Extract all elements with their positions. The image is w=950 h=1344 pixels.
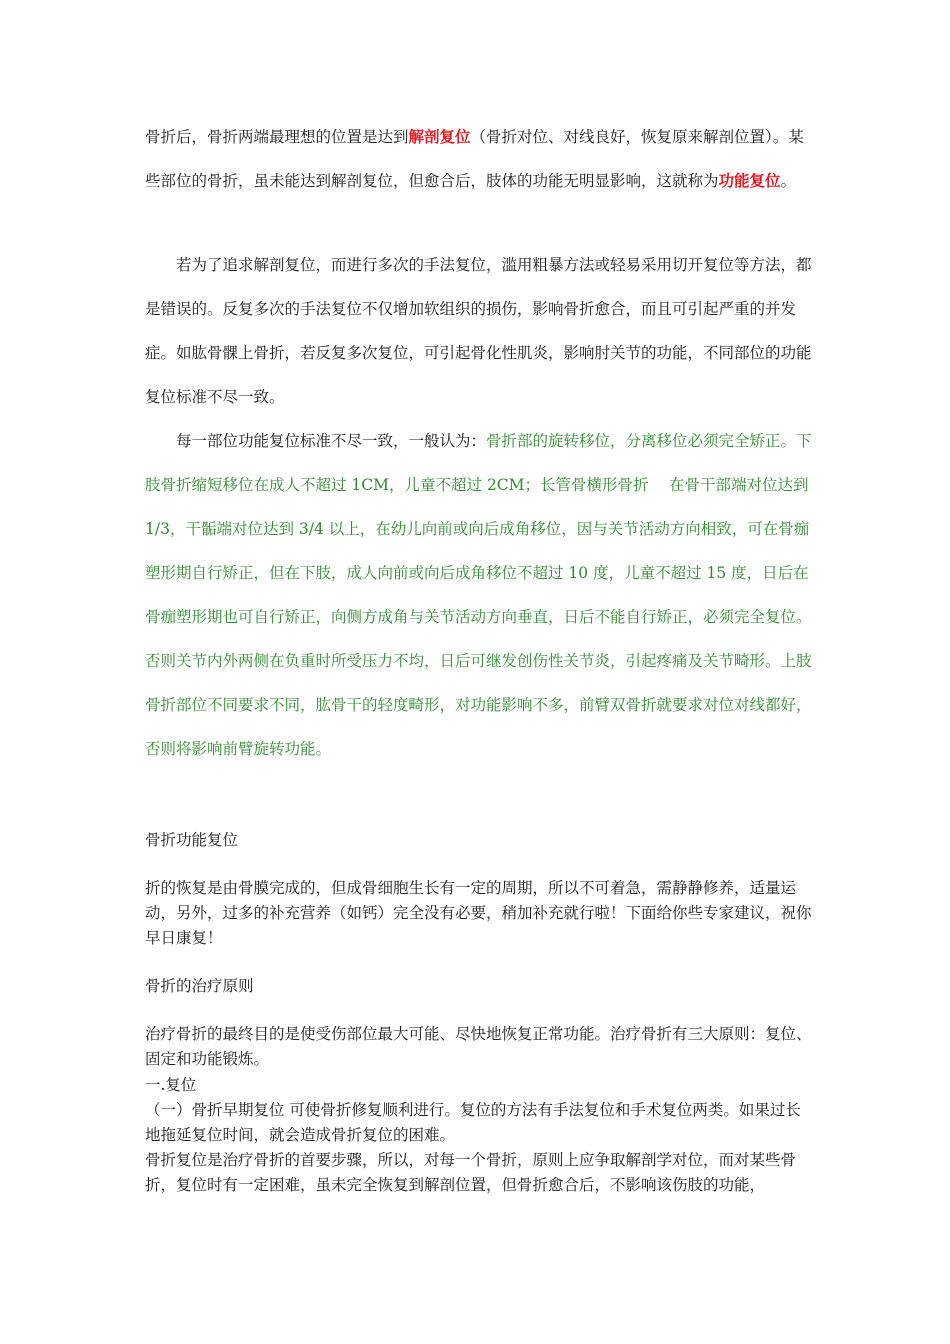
paragraph-treatment-goal: 治疗骨折的最终目的是使受伤部位最大可能、尽快地恢复正常功能。治疗骨折有三大原则：复位、固定和功能锻炼。 bbox=[145, 1025, 812, 1068]
paragraph-repeated-reduction: 若为了追求解剖复位，而进行多次的手法复位，滥用粗暴方法或轻易采用切开复位等方法，都是错误的。反复多次的手法复位不仅增加软组织的损伤，影响骨折愈合，而且可引起严重的并发症。如肱骨髁上骨折，若反复多次复位，可引起骨化性肌炎，影响肘关节的功能，不同部位的功能复位标准不尽一致。 bbox=[145, 256, 812, 406]
list-item-reduction: 一.复位 bbox=[145, 1076, 197, 1094]
paragraph-recovery-advice: 折的恢复是由骨膜完成的，但成骨细胞生长有一定的周期，所以不可着急，需静静修养，适量运动，另外，过多的补充营养（如钙）完全没有必要，稍加补充就行啦！下面给你些专家建议，祝你早日康复！ bbox=[145, 879, 812, 947]
heading-functional-reduction: 骨折功能复位 bbox=[145, 831, 239, 849]
paragraph-reduction-standards: 每一部位功能复位标准不尽一致，一般认为：骨折部的旋转移位，分离移位必须完全矫正。下肢骨折缩短移位在成人不超过 1CM，儿童不超过 2CM；长管骨横形骨折 在骨干部端对位达到 1/3，干骺端对位达到 3/4 以上，在幼儿向前或向后成角移位，因与关节活动方向相致，可在骨痂塑形期自行矫正，但在下肢，成人向前或向后成角移位不超过 10 度，儿童不超过 15 度，日后在骨痂塑形期也可自行矫正，向侧方成角与关节活动方向垂直，日后不能自行矫正，必须完全复位。否则关节内外两侧在负重时所受压力不均，日后可继发创伤性关节炎，引起疼痛及关节畸形。上肢骨折部位不同要求不同，肱骨干的轻度畸形，对功能影响不多，前臂双骨折就要求对位对线都好，否则将影响前臂旋转功能。 bbox=[145, 432, 812, 758]
paragraph-early-reduction: （一）骨折早期复位 可使骨折修复顺利进行。复位的方法有手法复位和手术复位两类。如果过长地拖延复位时间，就会造成骨折复位的困难。 bbox=[145, 1101, 801, 1144]
paragraph-reduction-first-step: 骨折复位是治疗骨折的首要步骤，所以，对每一个骨折，原则上应争取解剖学对位，而对某些骨折，复位时有一定困难，虽未完全恢复到解剖位置，但骨折愈合后，不影响该伤肢的功能， bbox=[145, 1151, 797, 1194]
paragraph-reduction-definition: 骨折后，骨折两端最理想的位置是达到解剖复位（骨折对位、对线良好，恢复原来解剖位置）。某些部位的骨折，虽未能达到解剖复位，但愈合后，肢体的功能无明显影响，这就称为功能复位。 bbox=[145, 127, 804, 190]
green-standards-text: 骨折部的旋转移位，分离移位必须完全矫正。下肢骨折缩短移位在成人不超过 1CM，儿童不超过 2CM；长管骨横形骨折 在骨干部端对位达到 1/3，干骺端对位达到 3/4 以上，在幼儿向前或向后成角移位，因与关节活动方向相致，可在骨痂塑形期自行矫正，但在下肢，成人向前或向后成角移位不超过 10 度，儿童不超过 15 度，日后在骨痂塑形期也可自行矫正，向侧方成角与关节活动方向垂直，日后不能自行矫正，必须完全复位。否则关节内外两侧在负重时所受压力不均，日后可继发创伤性关节炎，引起疼痛及关节畸形。上肢骨折部位不同要求不同，肱骨干的轻度畸形，对功能影响不多，前臂双骨折就要求对位对线都好，否则将影响前臂旋转功能。 bbox=[145, 432, 812, 758]
highlight-anatomical-reduction: 解剖复位 bbox=[408, 127, 471, 146]
highlight-functional-reduction: 功能复位 bbox=[718, 171, 781, 190]
heading-treatment-principles: 骨折的治疗原则 bbox=[145, 977, 254, 995]
